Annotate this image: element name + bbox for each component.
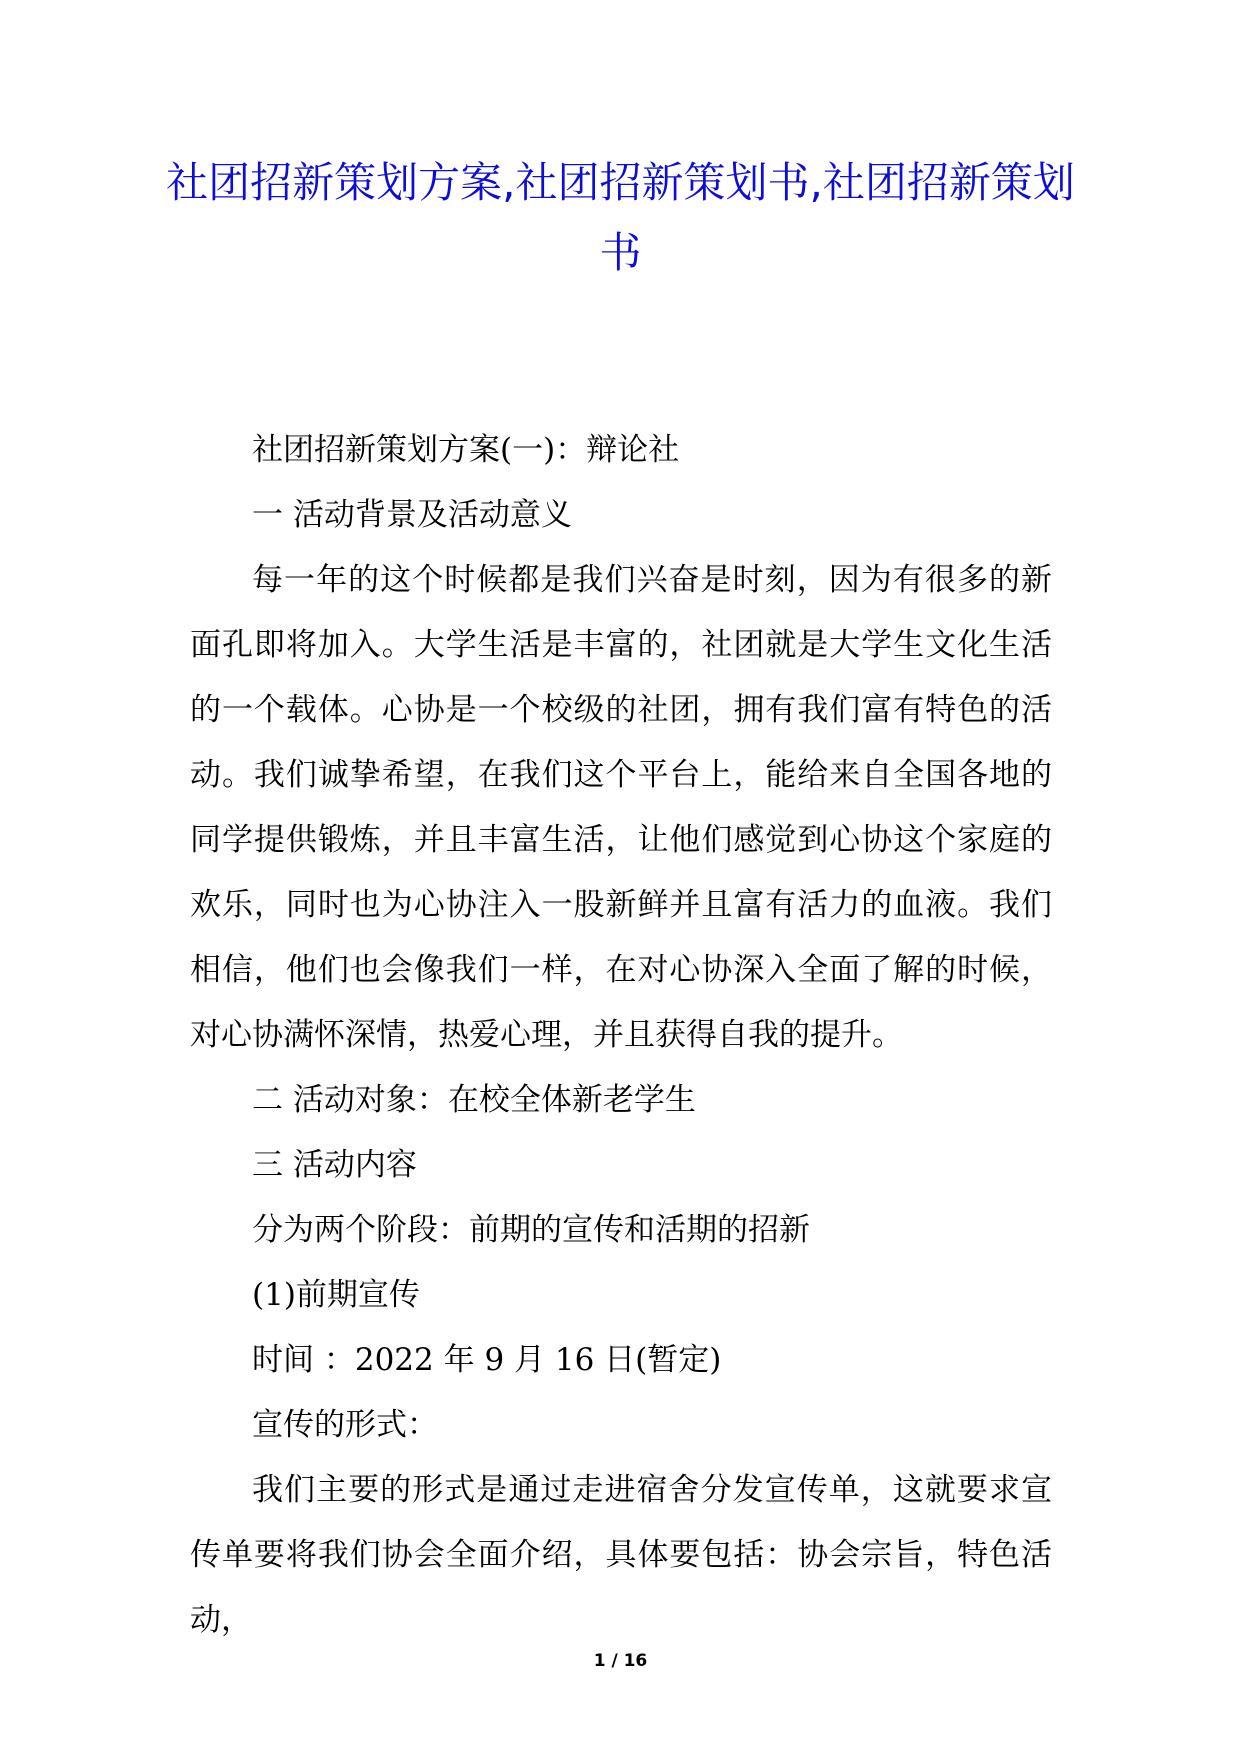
page-number: 1 / 16 <box>593 1651 648 1671</box>
body-paragraph: 时间 ：2022 年 9 月 16 日(暂定) <box>252 1342 722 1378</box>
subsection-heading: 三 活动内容 <box>252 1147 417 1183</box>
document-body <box>190 418 1052 1653</box>
document-title: 社团招新策划方案,社团招新策划书,社团招新策划书 <box>166 158 1075 277</box>
body-paragraph: 每一年的这个时候都是我们兴奋是时刻，因为有很多的新面孔即将加入。大学生活是丰富的，社团就是大学生文化生活的一个载体。心协是一个校级的社团，拥有我们富有特色的活动。我们诚挚希望，在我们这个平台上，能给来自全国各地的同学提供锻炼，并且丰富生活，让他们感觉到心协这个家庭的欢乐，同时也为心协注入一股新鲜并且富有活力的血液。我们相信，他们也会像我们一样，在对心协深入全面了解的时候，对心协满怀深情，热爱心理，并且获得自我的提升。 <box>190 562 1052 1053</box>
body-paragraph: 宣传的形式： <box>252 1407 438 1443</box>
subsection-heading: 二 活动对象：在校全体新老学生 <box>252 1082 696 1118</box>
section-heading: 社团招新策划方案(一)：辩论社 <box>252 432 680 468</box>
body-paragraph: 我们主要的形式是通过走进宿舍分发宣传单，这就要求宣传单要将我们协会全面介绍，具体要包括：协会宗旨，特色活动， <box>190 1472 1052 1638</box>
body-paragraph: 分为两个阶段：前期的宣传和活期的招新 <box>252 1212 810 1248</box>
subsection-heading: 一 活动背景及活动意义 <box>252 497 572 533</box>
list-item-heading: (1)前期宣传 <box>252 1277 420 1313</box>
